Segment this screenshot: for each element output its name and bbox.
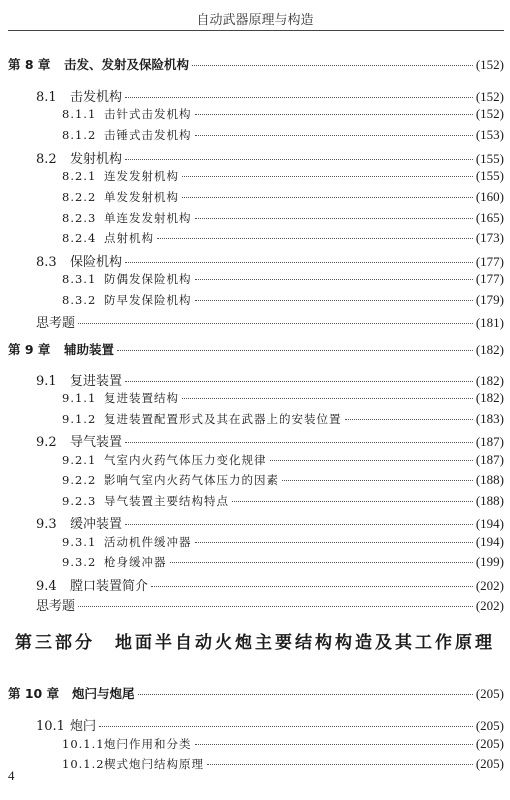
entry-title: 防偶发保险机构 [104,272,192,286]
page-ref: (202) [475,598,504,613]
entry-number: 9.2.2 [62,473,97,487]
subsection-entry [62,493,504,509]
page-ref: (160) [475,189,504,204]
dot-leader [182,176,473,177]
subsection-entry [62,292,504,308]
page-ref: (205) [475,736,504,751]
page-ref: (181) [475,315,504,330]
entry-title: 炮闩 [70,719,97,734]
dot-leader [195,218,473,219]
subsection-entry [62,534,504,550]
entry-number: 8.1.2 [62,128,97,142]
entry-number: 9.1 [36,374,57,389]
entry-number: 8.2.4 [62,231,97,245]
entry-number: 8.3.2 [62,293,97,307]
entry-title: 发射机构 [70,152,123,167]
page-ref: (153) [475,127,504,142]
dot-leader [78,606,473,607]
dot-leader [157,238,473,239]
entry-number: 9.1.1 [62,391,97,405]
page-ref: (152) [475,89,504,104]
dot-leader [195,744,473,745]
part-title: 第三部分 地面半自动火炮主要结构构造及其工作原理 [15,633,495,653]
page-ref: (152) [475,57,504,72]
entry-number: 9.4 [36,579,57,594]
subsection-entry [62,230,504,246]
entry-title: 连发发射机构 [104,169,179,183]
dot-leader [195,114,473,115]
page-ref: (188) [475,472,504,487]
entry-title: 活动机件缓冲器 [104,535,192,549]
entry-number: 8.2.1 [62,169,97,183]
section-entry [36,148,504,167]
entry-title: 思考题 [36,316,76,331]
section-entry [36,431,504,450]
subsection-entry [62,210,504,226]
entry-number: 9.1.2 [62,412,97,426]
section-entry [36,595,504,614]
dot-leader [151,586,473,587]
entry-number: 10.1.1 [62,737,105,751]
entry-number: 9.3 [36,517,57,532]
subsection-entry [62,756,504,772]
subsection-entry [62,168,504,184]
page-ref: (177) [475,254,504,269]
dot-leader [345,419,473,420]
entry-number: 9.3.1 [62,535,97,549]
entry-title: 单连发发射机构 [104,211,192,225]
entry-number: 9.3.2 [62,555,97,569]
dot-leader [282,480,473,481]
entry-title: 复进装置结构 [104,391,179,405]
page-ref: (187) [475,434,504,449]
entry-number: 第 10 章 [8,686,60,701]
subsection-entry [62,452,504,468]
entry-title: 保险机构 [70,255,123,270]
page-ref: (155) [475,151,504,166]
chapter-entry [8,55,504,73]
dot-leader [182,197,473,198]
entry-number: 8.3 [36,255,57,270]
entry-title: 击针式击发机构 [104,107,192,121]
section-entry [36,370,504,389]
entry-title: 击发、发射及保险机构 [64,57,190,72]
dot-leader [192,65,473,66]
entry-title: 楔式炮闩结构原理 [104,757,204,771]
page-ref: (205) [475,718,504,733]
chapter-entry [8,684,504,702]
subsection-entry [62,411,504,427]
chapter-entry [8,340,504,358]
subsection-entry [62,189,504,205]
section-entry [36,312,504,331]
entry-title: 气室内火药气体压力变化规律 [104,453,267,467]
entry-title: 炮闩与炮尾 [72,686,135,701]
dot-leader [270,460,473,461]
page-ref: (179) [475,292,504,307]
entry-title: 防早发保险机构 [104,293,192,307]
entry-number: 8.3.1 [62,272,97,286]
page-ref: (165) [475,210,504,225]
dot-leader [125,524,473,525]
page-number: 4 [8,768,15,783]
page-ref: (182) [475,390,504,405]
page-ref: (194) [475,516,504,531]
page-ref: (205) [475,686,504,701]
dot-leader [195,135,473,136]
dot-leader [125,381,473,382]
entry-title: 击锤式击发机构 [104,128,192,142]
entry-number: 10.1.2 [62,757,105,771]
entry-title: 缓冲装置 [70,517,123,532]
entry-number: 8.1.1 [62,107,97,121]
entry-number: 8.2.2 [62,190,97,204]
dot-leader [125,159,473,160]
page-ref: (152) [475,106,504,121]
subsection-entry [62,554,504,570]
section-entry [36,513,504,532]
page-ref: (202) [475,578,504,593]
subsection-entry [62,106,504,122]
subsection-entry [62,390,504,406]
entry-title: 击发机构 [70,90,123,105]
dot-leader [195,300,473,301]
book-title: 自动武器原理与构造 [196,13,314,28]
entry-title: 单发发射机构 [104,190,179,204]
dot-leader [99,726,473,727]
entry-number: 8.2.3 [62,211,97,225]
dot-leader [125,262,473,263]
page-ref: (173) [475,230,504,245]
section-entry [36,86,504,105]
section-entry [36,251,504,270]
entry-number: 9.2 [36,435,57,450]
dot-leader [117,350,473,351]
page-ref: (182) [475,342,504,357]
entry-number: 9.2.1 [62,453,97,467]
page-ref: (199) [475,554,504,569]
dot-leader [232,501,473,502]
subsection-entry [62,127,504,143]
dot-leader [207,764,473,765]
section-entry [36,715,504,734]
entry-number: 8.2 [36,152,57,167]
subsection-entry [62,736,504,752]
page-ref: (205) [475,756,504,771]
entry-number: 9.2.3 [62,494,97,508]
dot-leader [195,279,473,280]
page-ref: (182) [475,373,504,388]
dot-leader [138,694,473,695]
subsection-entry [62,271,504,287]
entry-number: 第 8 章 [8,57,51,72]
page-ref: (194) [475,534,504,549]
dot-leader [125,442,473,443]
entry-title: 思考题 [36,599,76,614]
dot-leader [182,398,473,399]
entry-title: 导气装置主要结构特点 [104,494,229,508]
entry-title: 复进装置 [70,374,123,389]
dot-leader [125,97,473,98]
entry-title: 复进装置配置形式及其在武器上的安装位置 [104,412,342,426]
subsection-entry [62,472,504,488]
entry-number: 8.1 [36,90,57,105]
page-ref: (187) [475,452,504,467]
page-ref: (177) [475,271,504,286]
entry-number: 第 9 章 [8,342,51,357]
page-ref: (188) [475,493,504,508]
entry-title: 膛口装置简介 [70,579,149,594]
entry-title: 枪身缓冲器 [104,555,167,569]
entry-title: 影响气室内火药气体压力的因素 [104,473,279,487]
entry-title: 导气装置 [70,435,123,450]
entry-number: 10.1 [36,719,65,734]
page-ref: (155) [475,168,504,183]
entry-title: 辅助装置 [64,342,115,357]
dot-leader [170,562,473,563]
section-entry [36,575,504,594]
dot-leader [78,323,473,324]
page-ref: (183) [475,411,504,426]
entry-title: 炮闩作用和分类 [104,737,192,751]
entry-title: 点射机构 [104,231,154,245]
dot-leader [195,542,473,543]
